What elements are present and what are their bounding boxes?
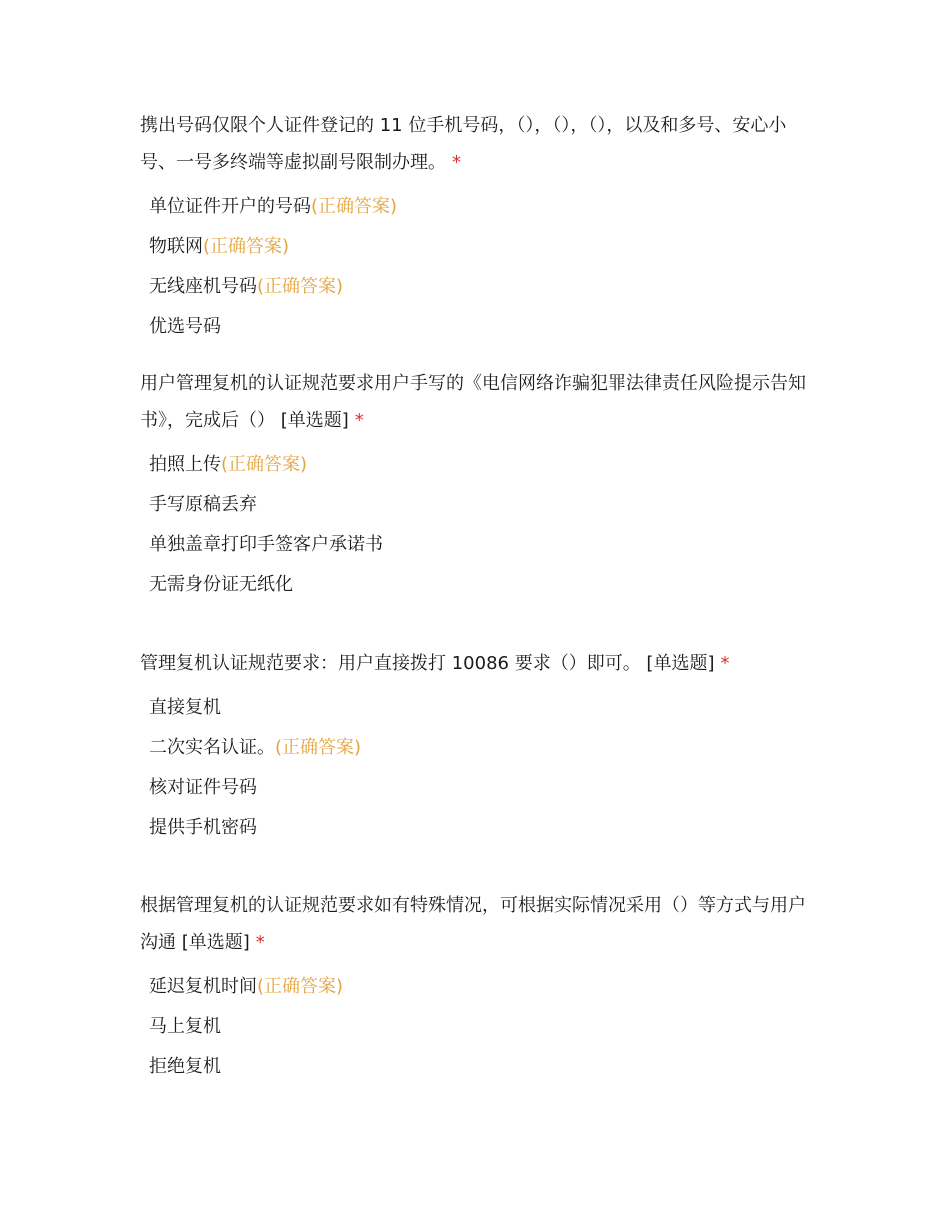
required-marker: * (255, 932, 265, 953)
required-marker: * (452, 152, 461, 173)
question-3 (140, 645, 820, 848)
question-2 (140, 365, 820, 605)
option-item[interactable]: 直接复机 (149, 697, 221, 718)
option-list (140, 688, 820, 848)
required-marker: * (354, 410, 364, 431)
option-item[interactable]: 延迟复机时间(正确答案) (149, 976, 344, 997)
option-item[interactable]: 拒绝复机 (149, 1056, 221, 1077)
option-item[interactable]: 核对证件号码 (149, 777, 257, 798)
option-item[interactable]: 拍照上传(正确答案) (149, 454, 308, 475)
question-4 (140, 887, 820, 1087)
correct-answer-label: (正确答案) (221, 454, 308, 475)
option-item[interactable]: 手写原稿丢弃 (149, 494, 257, 515)
correct-answer-label: (正确答案) (257, 976, 344, 997)
option-list (140, 445, 820, 605)
question-text: 用户管理复机的认证规范要求用户手写的《电信网络诈骗犯罪法律责任风险提示告知书》，完成后（） [单选题] * (140, 373, 806, 431)
correct-answer-label: (正确答案) (257, 276, 344, 297)
option-item[interactable]: 优选号码 (149, 316, 221, 337)
option-item[interactable]: 提供手机密码 (149, 817, 257, 838)
option-item[interactable]: 马上复机 (149, 1016, 221, 1037)
option-item[interactable]: 单位证件开户的号码(正确答案) (149, 196, 398, 217)
option-item[interactable]: 无需身份证无纸化 (149, 574, 293, 595)
question-text: 管理复机认证规范要求：用户直接拨打 10086 要求（）即可。 [单选题] * (140, 653, 730, 674)
option-item[interactable]: 物联网(正确答案) (149, 236, 290, 257)
correct-answer-label: (正确答案) (311, 196, 398, 217)
question-1 (140, 107, 820, 347)
question-text: 根据管理复机的认证规范要求如有特殊情况，可根据实际情况采用（）等方式与用户沟通 [单选题] * (140, 895, 806, 953)
required-marker: * (720, 653, 730, 674)
option-item[interactable]: 无线座机号码(正确答案) (149, 276, 344, 297)
correct-answer-label: (正确答案) (203, 236, 290, 257)
correct-answer-label: (正确答案) (275, 737, 362, 758)
option-list (140, 967, 820, 1087)
question-text: 携出号码仅限个人证件登记的 11 位手机号码，（），（），（），以及和多号、安心小号、一号多终端等虚拟副号限制办理。 * (140, 115, 787, 173)
option-list (140, 187, 820, 347)
option-item[interactable]: 单独盖章打印手签客户承诺书 (149, 534, 383, 555)
option-item[interactable]: 二次实名认证。(正确答案) (149, 737, 362, 758)
